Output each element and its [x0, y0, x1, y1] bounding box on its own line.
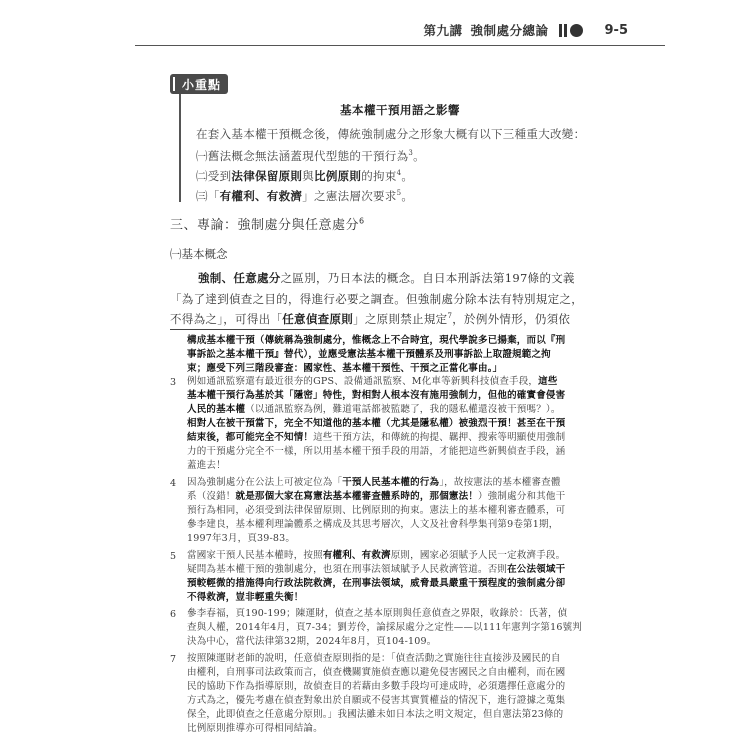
footnote-line: 參李春福，頁190-199；陳運財，偵查之基本原則與任意偵查之界限，收錄於：氏著，偵: [187, 608, 568, 619]
body-line-1: 強制、任意處分之區別，乃日本法的概念。自日本刑訴法第197條的文義: [198, 271, 575, 285]
footnote-line: 因為強制處分在公法上可被定位為「干預人民基本權的行為」，故按憲法的基本權審查體: [187, 477, 561, 488]
footnote-rule: [170, 329, 325, 330]
body-line-2: 「為了達到偵查之目的，得進行必要之調查。但強制處分除本法有特別規定之，: [170, 292, 583, 306]
key-point-item-1: ㈠舊法概念無法涵蓋現代型態的干預行為$^3$。: [196, 149, 425, 163]
footnote-line: 預較輕微的措施得向行政法院救濟，在刑事法領域，威脅最具嚴重干預程度的強制處分卻: [187, 578, 566, 589]
key-point-title: 基本權干預用語之影響: [340, 103, 460, 117]
footnote-line: 例如通訊監察還有最近很夯的GPS、設備通訊監察、M化車等新興科技偵查手段，這些: [187, 376, 558, 387]
footnote-number: 6: [170, 609, 177, 620]
footnote-number: 7: [170, 654, 177, 665]
footnote-number: 3: [170, 377, 177, 388]
chapter-label: 第九講: [423, 23, 463, 38]
footnote-line: 蓋進去！: [187, 460, 226, 471]
running-header: [423, 20, 628, 40]
footnote-line: 疑問為基本權干預的強制處分，也須在刑事法領域賦予人民救濟管道。否則在公法領域干: [187, 564, 566, 575]
footnote-line: 查與人權，2014年4月，頁7-34；劉芳伶，論採尿處分之定性——以111年憲判字第16號判: [187, 622, 582, 633]
subsection-heading: ㈠基本概念: [170, 247, 228, 261]
section-heading: 三、專論：強制處分與任意處分$^6$: [170, 216, 365, 233]
footnote-line: 1997年3月，頁39-83。: [187, 533, 296, 544]
footnote-line: 保全，此即偵查之任意處分原則。」我國法雖未如日本法之明文規定，但自憲法第23條的: [187, 709, 564, 720]
footnote-line: 系（沒錯！就是那個大家在寫憲法基本權審查體系時的，那個憲法！）強制處分和其他干: [187, 491, 566, 502]
footnote-number: 5: [170, 551, 177, 562]
footnote-line: 不得救濟，豈非輕重失衡！: [187, 592, 304, 603]
footnote-line: 比例原則推導亦可得相同結論。: [187, 723, 323, 734]
key-point-item-3: ㈢「有權利、有救濟」之憲法層次要求$^5$。: [196, 189, 414, 203]
footnote-number: 4: [170, 478, 177, 489]
footnote-line: 結束後，都可能完全不知情！這些干預方法，和傳統的拘提、羈押、搜索等明顯使用強制: [187, 432, 566, 443]
key-point-intro: 在套入基本權干預概念後，傳統強制處分之形象大概有以下三種重大改變：: [196, 127, 586, 141]
footnote-line: 相對人在被干預當下，完全不知道他的基本權（尤其是隱私權）被強烈干預！甚至在干預: [187, 418, 566, 429]
footnote-line: 參李建良，基本權利理論體系之構成及其思考層次，人文及社會科學集刊第9卷第1期，: [187, 519, 559, 530]
key-point-badge: 小重點: [170, 74, 228, 94]
footnote-line: 按照陳運財老師的說明，任意偵查原則指的是：「偵查活動之實施往往直接涉及國民的自: [187, 653, 561, 664]
footnote-cont-line: 構成基本權干預（傳統稱為強制處分，惟概念上不合時宜，現代學說多已揚棄，而以『刑: [187, 335, 566, 346]
key-point-rule: [179, 94, 181, 202]
chapter-mark-icon: [559, 24, 583, 37]
footnote-line: 方式為之，優先考慮在偵查對象出於自願或不侵害其實質權益的情況下，進行證據之蒐集: [187, 695, 566, 706]
chapter-title: 強制處分總論: [470, 23, 549, 38]
footnote-line: 力的干預處分完全不一樣，所以用基本權干預手段的用語，才能把這些新興偵查手段，涵: [187, 446, 566, 457]
body-line-3: 不得為之」，可得出「任意偵查原則」之原則禁止規定$^7$，於例外情形，仍須依: [170, 312, 571, 326]
footnote-line: 民的協助下作為指導原則，故偵查目的若藉由多數手段均可達成時，必須選擇任意處分的: [187, 681, 566, 692]
footnote-cont-line: 事訴訟之基本權干預』替代），並應受憲法基本權干預體系及刑事訴訟上取證規範之拘: [187, 349, 551, 360]
page-number: 9-5: [604, 22, 628, 38]
footnote-line: 預行為相同，必須受到法律保留原則、比例原則的拘束。憲法上的基本權利審查體系，可: [187, 505, 566, 516]
footnote-line: 人民的基本權（以通訊監察為例，難道電話都被監聽了，我的隱私權還沒被干預嗎？）。: [187, 404, 561, 415]
header-divider: [135, 45, 665, 46]
footnote-line: 決為中心，當代法律第32期，2024年8月，頁104-109。: [187, 636, 437, 647]
footnote-line: 當國家干預人民基本權時，按照有權利、有救濟原則，國家必須賦予人民一定救濟手段。: [187, 550, 566, 561]
key-point-item-2: ㈡受到法律保留原則與比例原則的拘束$^4$。: [196, 169, 414, 183]
footnote-line: 基本權干預行為基於其「隱密」特性，對相對人根本沒有施用強制力，但他的確實會侵害: [187, 390, 566, 401]
footnote-cont-line: 束；應受下列三階段審查：國家性、基本權干預性、干預之正當化事由。」: [187, 363, 503, 374]
footnote-line: 由權利，自刑事司法政策而言，偵查機關實施偵查應以避免侵害國民之自由權利，而在國: [187, 667, 566, 678]
